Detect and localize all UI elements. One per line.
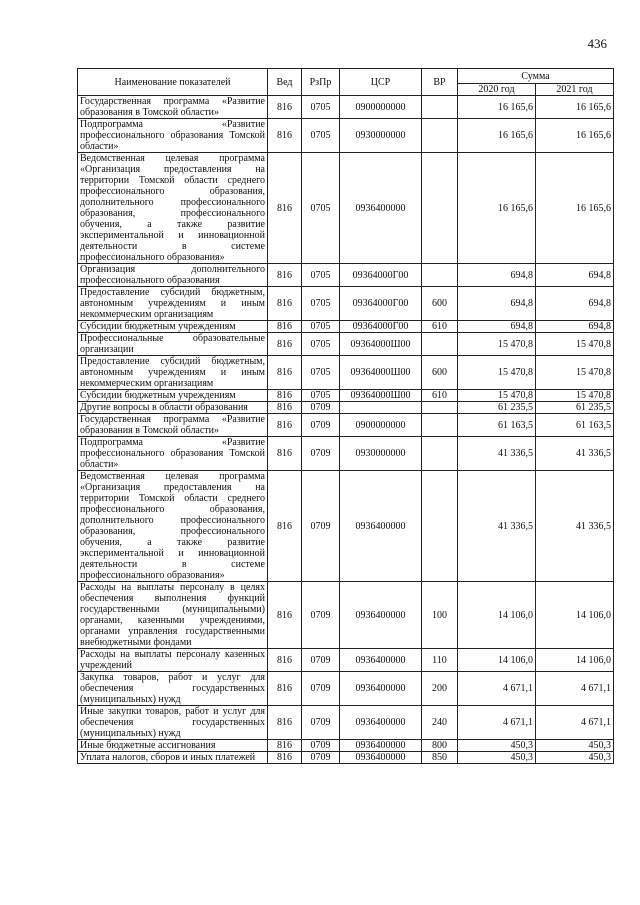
table-row xyxy=(78,752,614,764)
cell-csr: 09364000Г00 xyxy=(340,264,422,287)
cell-csr: 09364000Ш00 xyxy=(340,390,422,402)
cell-csr: 0936400000 xyxy=(340,153,422,264)
cell-rzpr: 0709 xyxy=(302,582,340,649)
cell-rzpr: 0709 xyxy=(302,437,340,471)
cell-csr: 09364000Г00 xyxy=(340,287,422,321)
cell-ved: 816 xyxy=(268,287,302,321)
cell-csr: 0936400000 xyxy=(340,672,422,706)
header-vr: ВР xyxy=(422,69,458,96)
cell-vr xyxy=(422,119,458,153)
cell-vr: 240 xyxy=(422,706,458,740)
cell-rzpr: 0709 xyxy=(302,706,340,740)
cell-ved: 816 xyxy=(268,672,302,706)
cell-name: Ведомственная целевая программа «Организация предоставления на территории Томской области среднего профессионального образования, дополнительного профессионального образования, профессионального обучения, а также развитие экспериментальной и инновационной деятельности в системе профессионального образования» xyxy=(78,471,268,582)
cell-name: Ведомственная целевая программа «Организация предоставления на территории Томской области среднего профессионального образования, дополнительного профессионального образования, профессионального обучения, а также развитие экспериментальной и инновационной деятельности в системе профессионального образования» xyxy=(78,153,268,264)
cell-rzpr: 0705 xyxy=(302,96,340,119)
cell-name: Закупка товаров, работ и услуг для обеспечения государственных (муниципальных) нужд xyxy=(78,672,268,706)
cell-name: Организация дополнительного профессионального образования xyxy=(78,264,268,287)
cell-name: Предоставление субсидий бюджетным, автономным учреждениям и иным некоммерческим организациям xyxy=(78,356,268,390)
cell-2021: 4 671,1 xyxy=(536,706,614,740)
cell-vr: 100 xyxy=(422,582,458,649)
cell-ved: 816 xyxy=(268,582,302,649)
cell-ved: 816 xyxy=(268,321,302,333)
table-row xyxy=(78,402,614,414)
cell-rzpr: 0705 xyxy=(302,321,340,333)
table-row xyxy=(78,471,614,582)
cell-2021: 61 163,5 xyxy=(536,414,614,437)
cell-csr: 09364000Ш00 xyxy=(340,356,422,390)
cell-name: Иные закупки товаров, работ и услуг для обеспечения государственных (муниципальных) нужд xyxy=(78,706,268,740)
cell-ved: 816 xyxy=(268,706,302,740)
cell-rzpr: 0705 xyxy=(302,153,340,264)
table-body xyxy=(78,96,614,764)
table-row xyxy=(78,287,614,321)
cell-2020: 694,8 xyxy=(458,264,536,287)
cell-2020: 450,3 xyxy=(458,740,536,752)
cell-csr: 0930000000 xyxy=(340,437,422,471)
cell-csr: 0900000000 xyxy=(340,414,422,437)
cell-csr: 09364000Ш00 xyxy=(340,333,422,356)
cell-name: Субсидии бюджетным учреждениям xyxy=(78,321,268,333)
cell-2021: 15 470,8 xyxy=(536,356,614,390)
cell-vr xyxy=(422,96,458,119)
table-row xyxy=(78,333,614,356)
cell-vr xyxy=(422,437,458,471)
cell-vr: 200 xyxy=(422,672,458,706)
cell-2021: 694,8 xyxy=(536,287,614,321)
cell-rzpr: 0705 xyxy=(302,333,340,356)
cell-rzpr: 0709 xyxy=(302,740,340,752)
cell-vr: 600 xyxy=(422,356,458,390)
cell-vr xyxy=(422,414,458,437)
cell-2020: 450,3 xyxy=(458,752,536,764)
cell-2021: 16 165,6 xyxy=(536,119,614,153)
cell-vr: 600 xyxy=(422,287,458,321)
cell-2020: 15 470,8 xyxy=(458,356,536,390)
cell-ved: 816 xyxy=(268,390,302,402)
cell-ved: 816 xyxy=(268,740,302,752)
cell-2021: 41 336,5 xyxy=(536,471,614,582)
table-row xyxy=(78,119,614,153)
table-row xyxy=(78,414,614,437)
cell-rzpr: 0705 xyxy=(302,356,340,390)
table-row xyxy=(78,321,614,333)
cell-rzpr: 0709 xyxy=(302,414,340,437)
cell-2021: 450,3 xyxy=(536,752,614,764)
cell-ved: 816 xyxy=(268,119,302,153)
cell-2021: 41 336,5 xyxy=(536,437,614,471)
cell-rzpr: 0705 xyxy=(302,264,340,287)
cell-rzpr: 0705 xyxy=(302,287,340,321)
cell-csr: 0936400000 xyxy=(340,471,422,582)
cell-2020: 4 671,1 xyxy=(458,706,536,740)
cell-ved: 816 xyxy=(268,649,302,672)
cell-2020: 15 470,8 xyxy=(458,333,536,356)
cell-2021: 15 470,8 xyxy=(536,390,614,402)
cell-2020: 694,8 xyxy=(458,321,536,333)
cell-2020: 61 163,5 xyxy=(458,414,536,437)
cell-ved: 816 xyxy=(268,96,302,119)
page-number: 436 xyxy=(587,36,607,51)
cell-2020: 41 336,5 xyxy=(458,437,536,471)
table-row xyxy=(78,390,614,402)
table-row xyxy=(78,706,614,740)
cell-2020: 61 235,5 xyxy=(458,402,536,414)
cell-name: Субсидии бюджетным учреждениям xyxy=(78,390,268,402)
cell-ved: 816 xyxy=(268,752,302,764)
header-year-2020: 2020 год xyxy=(458,84,536,96)
table-row xyxy=(78,649,614,672)
cell-vr: 850 xyxy=(422,752,458,764)
cell-2021: 61 235,5 xyxy=(536,402,614,414)
table-row xyxy=(78,153,614,264)
cell-ved: 816 xyxy=(268,414,302,437)
cell-rzpr: 0709 xyxy=(302,471,340,582)
cell-vr: 610 xyxy=(422,321,458,333)
cell-csr: 0936400000 xyxy=(340,740,422,752)
header-sum: Сумма xyxy=(458,69,614,84)
cell-name: Государственная программа «Развитие образования в Томской области» xyxy=(78,96,268,119)
cell-vr: 800 xyxy=(422,740,458,752)
cell-2021: 14 106,0 xyxy=(536,582,614,649)
header-year-2021: 2021 год xyxy=(536,84,614,96)
cell-ved: 816 xyxy=(268,153,302,264)
cell-2020: 694,8 xyxy=(458,287,536,321)
cell-2021: 4 671,1 xyxy=(536,672,614,706)
table-row xyxy=(78,672,614,706)
cell-2020: 16 165,6 xyxy=(458,119,536,153)
cell-rzpr: 0705 xyxy=(302,119,340,153)
header-name: Наименование показателей xyxy=(78,69,268,96)
cell-name: Подпрограмма «Развитие профессионального образования Томской области» xyxy=(78,119,268,153)
cell-name: Государственная программа «Развитие образования в Томской области» xyxy=(78,414,268,437)
cell-name: Подпрограмма «Развитие профессионального образования Томской области» xyxy=(78,437,268,471)
cell-ved: 816 xyxy=(268,437,302,471)
table-row xyxy=(78,437,614,471)
cell-ved: 816 xyxy=(268,264,302,287)
cell-csr: 0930000000 xyxy=(340,119,422,153)
cell-2021: 14 106,0 xyxy=(536,649,614,672)
table-row xyxy=(78,582,614,649)
cell-rzpr: 0709 xyxy=(302,649,340,672)
cell-ved: 816 xyxy=(268,333,302,356)
table-row xyxy=(78,96,614,119)
cell-name: Другие вопросы в области образования xyxy=(78,402,268,414)
cell-rzpr: 0709 xyxy=(302,672,340,706)
cell-2021: 694,8 xyxy=(536,321,614,333)
cell-rzpr: 0709 xyxy=(302,402,340,414)
cell-name: Иные бюджетные ассигнования xyxy=(78,740,268,752)
cell-name: Уплата налогов, сборов и иных платежей xyxy=(78,752,268,764)
cell-2020: 14 106,0 xyxy=(458,649,536,672)
cell-2020: 16 165,6 xyxy=(458,96,536,119)
cell-vr: 610 xyxy=(422,390,458,402)
cell-ved: 816 xyxy=(268,402,302,414)
cell-2021: 450,3 xyxy=(536,740,614,752)
cell-csr: 0936400000 xyxy=(340,706,422,740)
cell-name: Расходы на выплаты персоналу казенных учреждений xyxy=(78,649,268,672)
cell-2020: 16 165,6 xyxy=(458,153,536,264)
header-csr: ЦСР xyxy=(340,69,422,96)
table-row xyxy=(78,740,614,752)
cell-csr: 0936400000 xyxy=(340,752,422,764)
cell-2021: 15 470,8 xyxy=(536,333,614,356)
cell-2021: 16 165,6 xyxy=(536,96,614,119)
cell-csr: 0936400000 xyxy=(340,582,422,649)
cell-vr xyxy=(422,264,458,287)
cell-2021: 694,8 xyxy=(536,264,614,287)
cell-csr: 09364000Г00 xyxy=(340,321,422,333)
budget-table xyxy=(77,68,614,764)
table-row xyxy=(78,264,614,287)
cell-ved: 816 xyxy=(268,356,302,390)
cell-csr xyxy=(340,402,422,414)
header-rzpr: РзПр xyxy=(302,69,340,96)
header-ved: Вед xyxy=(268,69,302,96)
cell-name: Профессиональные образовательные организации xyxy=(78,333,268,356)
cell-2020: 15 470,8 xyxy=(458,390,536,402)
table-row xyxy=(78,356,614,390)
cell-vr xyxy=(422,333,458,356)
cell-name: Предоставление субсидий бюджетным, автономным учреждениям и иным некоммерческим организациям xyxy=(78,287,268,321)
cell-2021: 16 165,6 xyxy=(536,153,614,264)
cell-2020: 4 671,1 xyxy=(458,672,536,706)
cell-2020: 14 106,0 xyxy=(458,582,536,649)
cell-vr xyxy=(422,153,458,264)
cell-csr: 0900000000 xyxy=(340,96,422,119)
cell-rzpr: 0705 xyxy=(302,390,340,402)
cell-name: Расходы на выплаты персоналу в целях обеспечения выполнения функций государственными (муниципальными) органами, казенными учреждениями, органами управления государственными внебюджетными фондами xyxy=(78,582,268,649)
cell-vr xyxy=(422,471,458,582)
cell-2020: 41 336,5 xyxy=(458,471,536,582)
cell-vr xyxy=(422,402,458,414)
cell-rzpr: 0709 xyxy=(302,752,340,764)
cell-ved: 816 xyxy=(268,471,302,582)
cell-vr: 110 xyxy=(422,649,458,672)
cell-csr: 0936400000 xyxy=(340,649,422,672)
